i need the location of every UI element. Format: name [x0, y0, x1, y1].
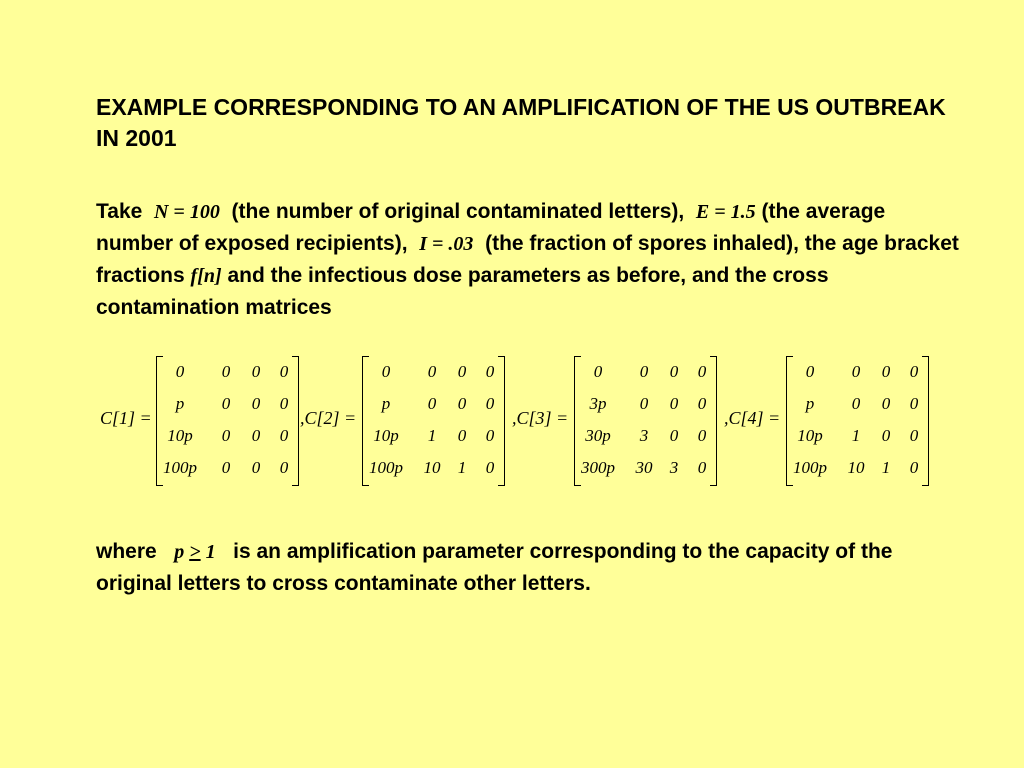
matrix-cell: 0	[175, 362, 185, 381]
matrix-label: ,C[2] =	[300, 408, 357, 428]
matrix-cell: 10p	[167, 426, 193, 445]
matrix-cell: 0	[485, 362, 495, 381]
matrix-cell: 0	[697, 362, 707, 381]
matrix-cell: 0	[639, 394, 649, 413]
matrix-cell: 100p	[369, 458, 403, 477]
matrix-cell: 1	[457, 458, 467, 477]
matrix-cell: 0	[251, 458, 261, 477]
matrix-cell: 0	[251, 426, 261, 445]
matrix-label: C[1] =	[100, 408, 152, 428]
matrix-cell: 0	[279, 426, 289, 445]
i-expression: I = .03	[419, 233, 474, 255]
matrix-cell: 0	[851, 362, 861, 381]
matrix-label: ,C[4] =	[724, 408, 781, 428]
matrix-cell: 0	[593, 362, 603, 381]
greater-equal-sign: >	[189, 541, 201, 563]
n-expression: N = 100	[153, 201, 220, 223]
take-word: Take	[96, 200, 143, 223]
matrix-cell: 0	[457, 362, 467, 381]
i-description: (the fraction of spores inhaled), the age bracket fractions	[96, 232, 959, 287]
where-description: is an amplification parameter corresponding to the capacity of the original letters to cross contaminate other letters.	[96, 540, 893, 595]
matrix-cell: 30	[635, 458, 653, 477]
matrix-cell: 0	[881, 362, 891, 381]
matrix-cell: 0	[279, 394, 289, 413]
matrix-cell: 3	[639, 426, 649, 445]
matrix-cell: p	[805, 394, 815, 413]
matrix-cell: 0	[697, 426, 707, 445]
matrix-cell: 0	[697, 394, 707, 413]
matrix-cell: 1	[851, 426, 861, 445]
matrix-cell: 3	[669, 458, 679, 477]
matrix-cell: 10	[423, 458, 441, 477]
p-condition	[174, 541, 215, 563]
one-value: 1	[205, 541, 216, 563]
e-expression: E = 1.5	[695, 201, 756, 223]
matrix-cell: 0	[909, 426, 919, 445]
matrix-cell: 0	[279, 458, 289, 477]
matrix-cell: p	[381, 394, 391, 413]
e-description: (the average number of exposed recipients),	[96, 200, 886, 255]
matrix-cell: 0	[697, 458, 707, 477]
matrix-cell: 0	[221, 458, 231, 477]
matrix-cell: 0	[221, 394, 231, 413]
matrix-cell: 0	[485, 458, 495, 477]
matrix-cell: 0	[427, 394, 437, 413]
matrix-cell: 0	[881, 426, 891, 445]
matrix-cell: 100p	[793, 458, 827, 477]
matrix-cell: 0	[909, 458, 919, 477]
matrix-cell: 0	[251, 394, 261, 413]
matrix-label: ,C[3] =	[512, 408, 569, 428]
intro-paragraph	[96, 196, 966, 323]
matrix-cell: 0	[485, 394, 495, 413]
matrix-cell: 0	[909, 362, 919, 381]
matrix-cell: 1	[427, 426, 437, 445]
matrix-cell: 10	[847, 458, 865, 477]
f-expression: f[n]	[190, 265, 222, 287]
matrix-cell: 0	[851, 394, 861, 413]
matrix-cell: p	[175, 394, 185, 413]
matrix-cell: 0	[485, 426, 495, 445]
p-variable: p	[174, 541, 185, 563]
n-description: (the number of original contaminated letters),	[231, 200, 685, 223]
matrix-cell: 1	[881, 458, 891, 477]
matrix-cell: 0	[881, 394, 891, 413]
slide-title: EXAMPLE CORRESPONDING TO AN AMPLIFICATION OF THE US OUTBREAK IN 2001	[96, 94, 946, 151]
matrix-cell: 0	[805, 362, 815, 381]
matrix-cell: 0	[909, 394, 919, 413]
where-paragraph	[96, 536, 966, 599]
matrix-cell: 0	[457, 426, 467, 445]
matrix-cell: 10p	[373, 426, 399, 445]
matrix-cell: 3p	[589, 394, 607, 413]
matrix-cell: 100p	[163, 458, 197, 477]
matrix-cell: 0	[221, 426, 231, 445]
matrix-cell: 0	[251, 362, 261, 381]
matrix-cell: 10p	[797, 426, 823, 445]
matrix-cell: 30p	[585, 426, 611, 445]
matrix-cell: 0	[669, 394, 679, 413]
matrix-cell: 0	[221, 362, 231, 381]
where-word: where	[96, 540, 157, 563]
matrix-cell: 0	[279, 362, 289, 381]
matrix-cell: 0	[669, 426, 679, 445]
matrix-cell: 0	[427, 362, 437, 381]
rest-description: and the infectious dose parameters as before, and the cross contamination matrices	[96, 264, 829, 319]
matrix-cell: 0	[457, 394, 467, 413]
matrix-cell: 300p	[581, 458, 615, 477]
matrix-cell: 0	[639, 362, 649, 381]
matrix-cell: 0	[381, 362, 391, 381]
matrix-cell: 0	[669, 362, 679, 381]
